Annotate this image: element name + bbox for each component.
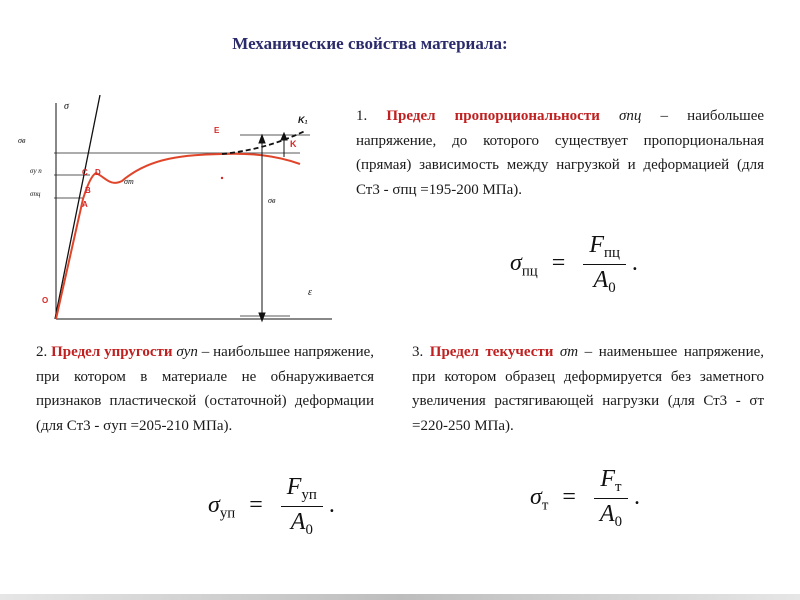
label-a: A (82, 200, 88, 209)
f1-lhs-sub: пц (521, 263, 538, 280)
label-k1: K₁ (298, 115, 308, 125)
p2-symbol: σуп (176, 344, 198, 360)
label-sigma-up: σу п (30, 167, 42, 175)
f2-fraction (281, 474, 323, 539)
arrow-sigma-b-head-bottom (259, 313, 265, 321)
arrow-sigma-b-head-top (259, 135, 265, 143)
formula-elasticity (208, 474, 335, 539)
p2-term: Предел упругости (51, 344, 173, 360)
label-e: E (214, 126, 220, 135)
f2-denominator (285, 507, 319, 539)
p3-text: – наименьшее напряжение, при котором образец деформируется без заметного увеличения растягивающей нагрузки (для Ст3 - σт =220-250 МПа). (412, 344, 765, 434)
paragraph-yield (412, 340, 764, 438)
label-sigma-pts: σпц (30, 190, 41, 198)
y-axis-label: σ (64, 101, 69, 112)
f1-end: . (631, 250, 638, 277)
f3-fraction (594, 466, 628, 531)
f3-den: A (599, 501, 615, 528)
stress-strain-curve (56, 154, 300, 319)
label-d: D (95, 168, 101, 177)
p1-number: 1. (356, 108, 368, 124)
f2-den-sub: 0 (305, 522, 313, 539)
f3-num-sub: т (615, 479, 622, 496)
proportional-line (55, 95, 100, 319)
f1-den-sub: 0 (608, 280, 616, 297)
f3-numerator (594, 466, 627, 499)
f2-numerator (281, 474, 323, 507)
f3-den-sub: 0 (614, 514, 623, 531)
x-axis-label: ε (308, 287, 312, 298)
label-sigma-t: σт (124, 177, 134, 186)
p3-number: 3. (412, 344, 424, 360)
paragraph-proportionality (356, 104, 764, 202)
f3-lhs: σ (530, 484, 542, 511)
arrow-k-head (281, 133, 287, 140)
label-o: O (42, 296, 49, 305)
f2-num-sub: уп (301, 487, 317, 504)
f3-denominator (594, 499, 628, 531)
f2-eq: = (249, 492, 263, 519)
f1-fraction (583, 232, 626, 297)
label-b: B (85, 186, 91, 195)
f2-lhs: σ (208, 492, 220, 519)
p2-number: 2. (36, 344, 48, 360)
f1-denominator (588, 265, 622, 297)
f3-lhs-sub: т (541, 497, 549, 514)
f1-den: A (593, 267, 609, 294)
f2-end: . (328, 492, 335, 519)
label-k: K (290, 139, 297, 149)
dimension-arrows (259, 133, 287, 321)
p1-symbol: σпц (619, 108, 642, 124)
p2-text: – наибольшее напряжение, при котором в материале не обнаруживается признаков пластической (остаточной) деформации (для Ст3 - σуп =205-210 МПа). (36, 344, 375, 434)
p3-symbol: σт (559, 344, 579, 360)
label-sigma-b-right: σв (268, 196, 276, 205)
point-e-dot (221, 177, 223, 179)
f1-num: F (589, 232, 604, 258)
p1-text: – наибольшее напряжение, до которого существует пропорциональная (прямая) зависимость между нагрузкой и деформацией (для Ст3 - σпц =195-200 МПа). (356, 108, 765, 198)
f1-numerator (583, 232, 626, 265)
p3-term: Предел текучести (429, 344, 554, 360)
f2-num: F (286, 474, 302, 500)
f3-num: F (600, 466, 616, 492)
p1-term: Предел пропорциональности (386, 108, 600, 124)
formula-yield (530, 466, 640, 531)
guide-lines (54, 135, 310, 316)
page-title: Механические свойства материала: (232, 34, 508, 53)
label-c: C (82, 168, 88, 177)
formula-proportionality (510, 232, 638, 297)
f1-eq: = (551, 250, 566, 277)
paragraph-elasticity (36, 340, 374, 438)
f3-eq: = (562, 484, 576, 511)
stress-strain-diagram (10, 95, 340, 325)
f2-den: A (290, 509, 306, 536)
footer-bar (0, 594, 800, 600)
f2-lhs-sub: уп (219, 505, 236, 522)
f1-lhs: σ (510, 250, 522, 277)
label-sigma-v: σв (18, 136, 26, 145)
f1-num-sub: пц (603, 245, 620, 262)
f3-end: . (634, 484, 641, 511)
